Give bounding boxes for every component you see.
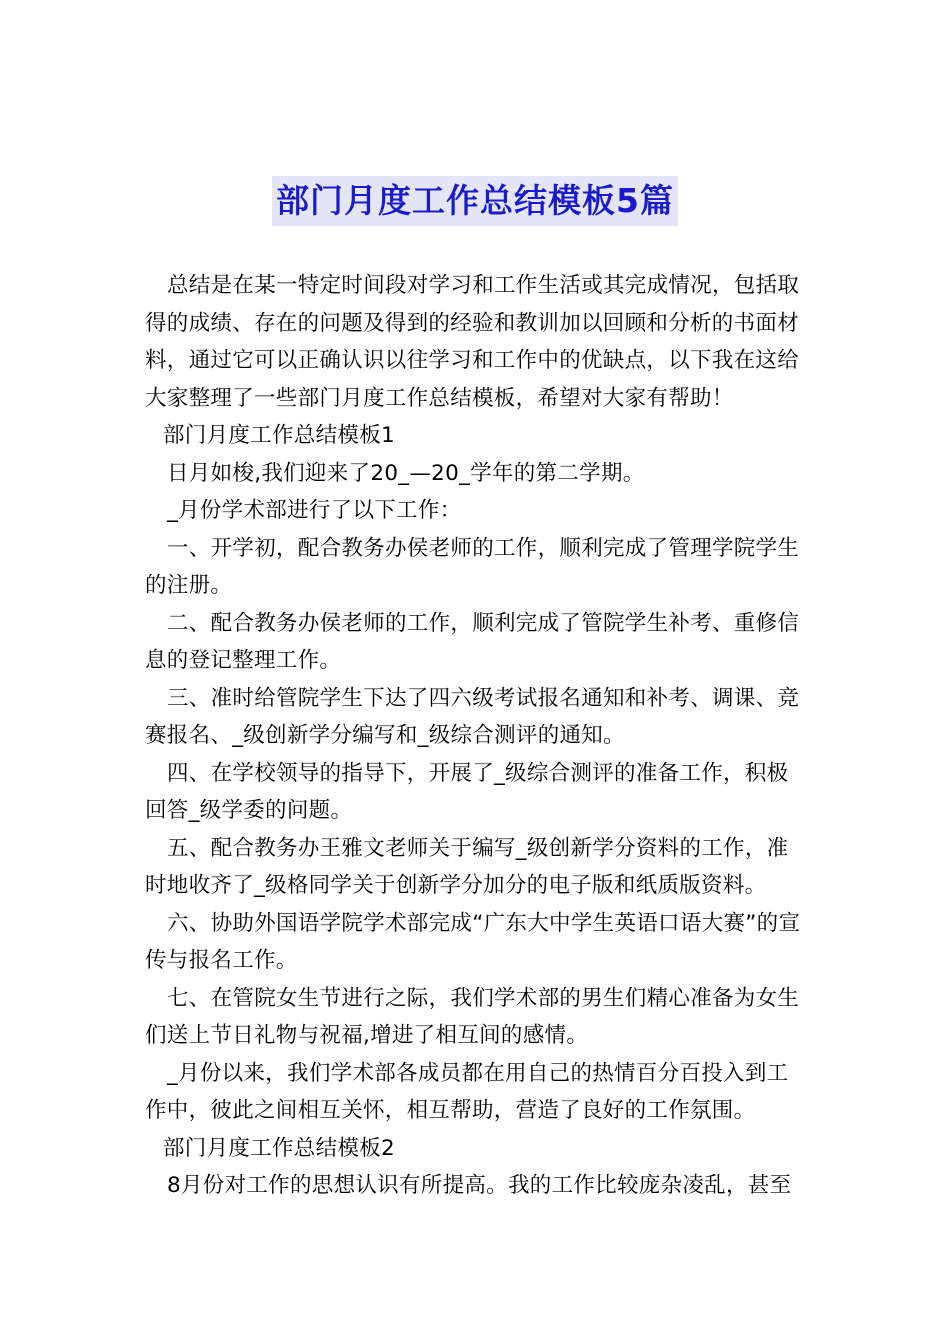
title-container — [0, 176, 950, 226]
paragraph: 日月如梭,我们迎来了20_—20_学年的第二学期。 — [167, 460, 645, 486]
paragraph: _月份以来，我们学术部各成员都在用自己的热情百分百投入到工作中，彼此之间相互关怀，相互帮助，营造了良好的工作氛围。 — [145, 1060, 789, 1123]
paragraph: _月份学术部进行了以下工作： — [167, 498, 462, 523]
paragraph: 一、开学初，配合教务办侯老师的工作，顺利完成了管理学院学生的注册。 — [145, 535, 800, 598]
intro-paragraph: 总结是在某一特定时间段对学习和工作生活或其完成情况，包括取得的成绩、存在的问题及得到的经验和教训加以回顾和分析的书面材料，通过它可以正确认识以往学习和工作中的优缺点，以下我在这给大家整理了一些部门月度工作总结模板，希望对大家有帮助！ — [145, 273, 800, 411]
paragraph: 七、在管院女生节进行之际，我们学术部的男生们精心准备为女生们送上节日礼物与祝福,增进了相互间的感情。 — [145, 985, 800, 1048]
paragraph: 六、协助外国语学院学术部完成“广东大中学生英语口语大赛”的宣传与报名工作。 — [145, 910, 801, 973]
section-heading-2: 部门月度工作总结模板2 — [163, 1135, 395, 1161]
paragraph: 8月份对工作的思想认识有所提高。我的工作比较庞杂凌乱，甚至 — [167, 1173, 792, 1198]
section-heading-1: 部门月度工作总结模板1 — [163, 423, 395, 448]
paragraph: 四、在学校领导的指导下，开展了_级综合测评的准备工作，积极回答_级学委的问题。 — [145, 760, 789, 823]
paragraph: 二、配合教务办侯老师的工作，顺利完成了管院学生补考、重修信息的登记整理工作。 — [145, 610, 800, 673]
paragraph: 五、配合教务办王雅文老师关于编写_级创新学分资料的工作，准时地收齐了_级格同学关于创新学分加分的电子版和纸质版资料。 — [145, 835, 789, 898]
document-title: 部门月度工作总结模板5篇 — [272, 176, 678, 226]
paragraph: 三、准时给管院学生下达了四六级考试报名通知和补考、调课、竞赛报名、_级创新学分编写和_级综合测评的通知。 — [145, 685, 800, 748]
document-body — [145, 267, 809, 1205]
